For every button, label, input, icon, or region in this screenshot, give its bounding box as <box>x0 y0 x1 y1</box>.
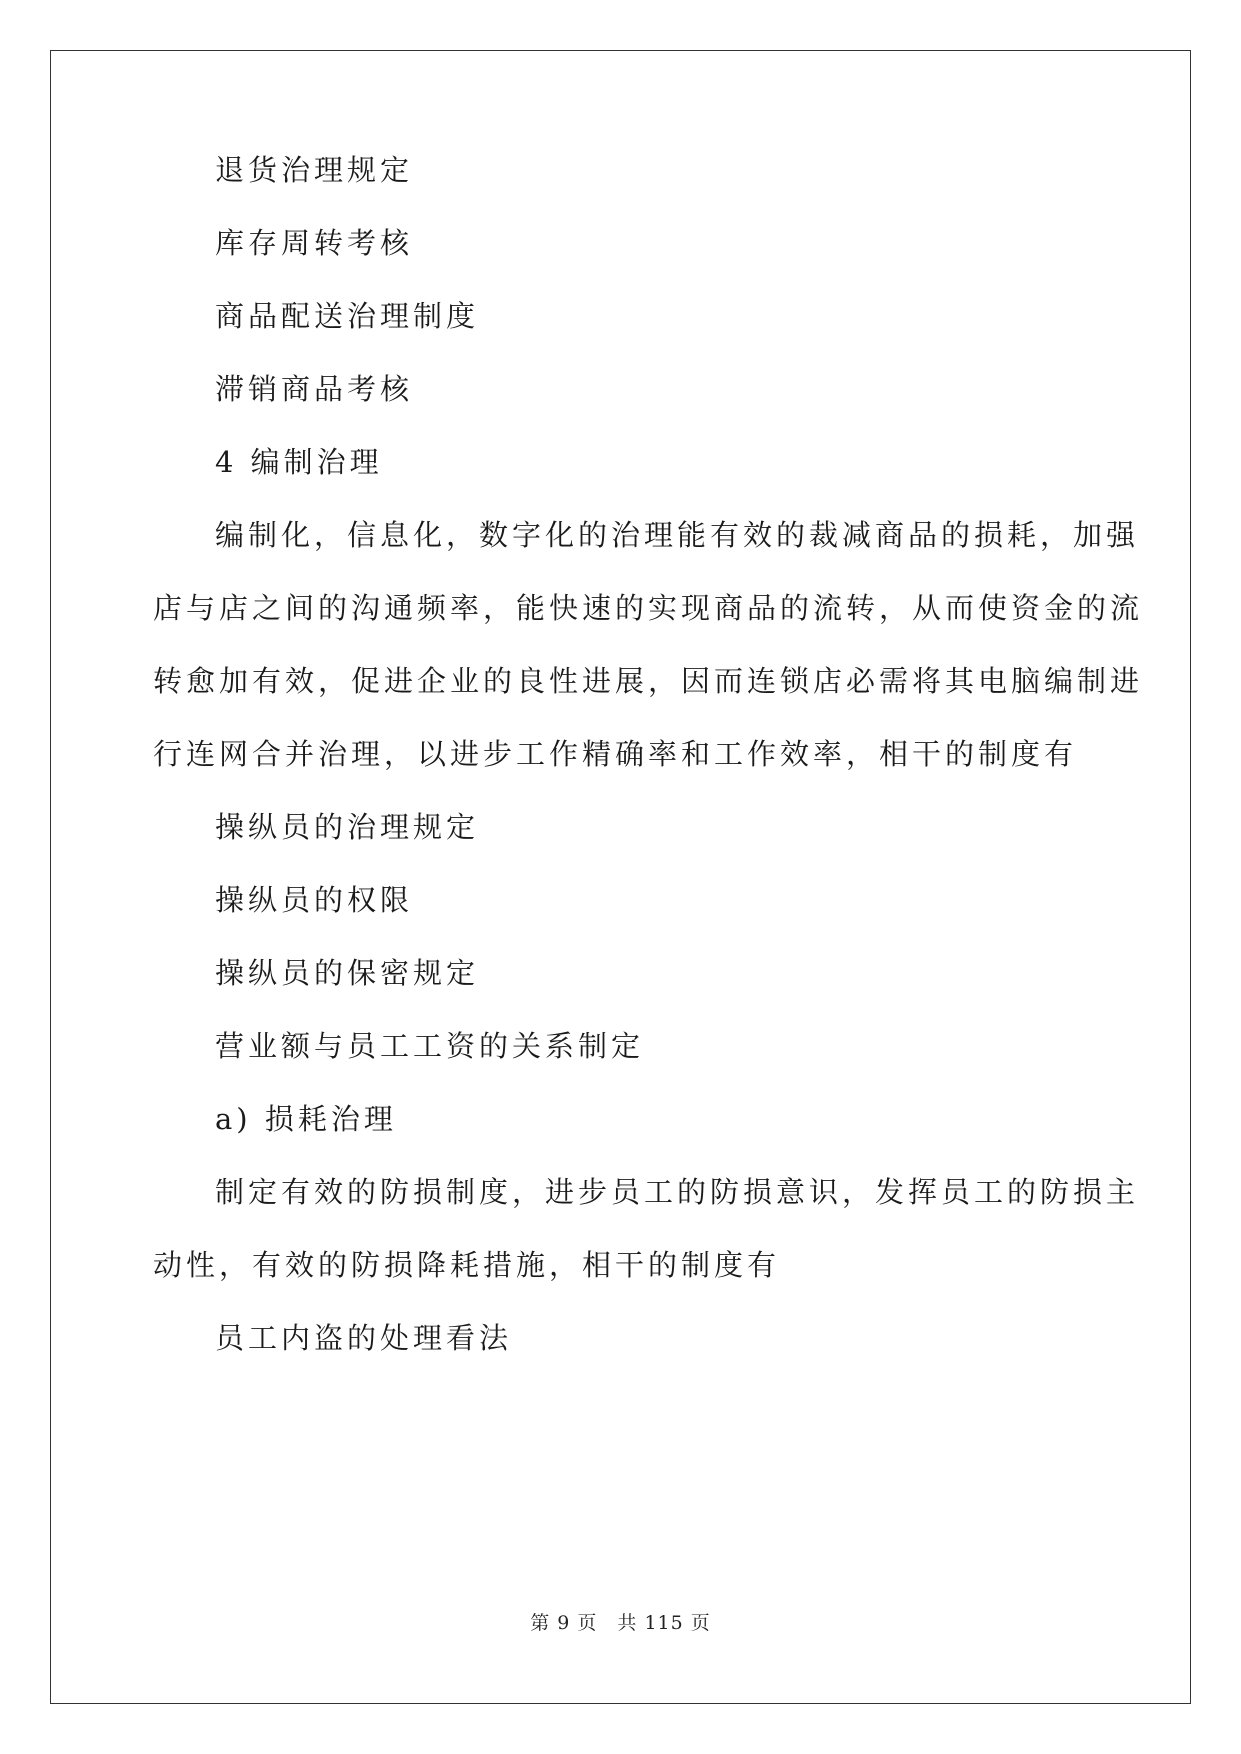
page-footer <box>0 1608 1241 1635</box>
paragraph-staffing-body-line: 转愈加有效，促进企业的良性进展，因而连锁店必需将其电脑编制进 <box>153 664 1144 698</box>
paragraph-inventory-turnover: 库存周转考核 <box>215 226 414 260</box>
paragraph-internal-theft: 员工内盗的处理看法 <box>215 1321 513 1355</box>
paragraph-operator-confidentiality: 操纵员的保密规定 <box>215 956 480 990</box>
paragraph-loss-body-line: 动性，有效的防损降耗措施，相干的制度有 <box>153 1248 781 1282</box>
paragraph-staffing-body-line: 店与店之间的沟通频率，能快速的实现商品的流转，从而使资金的流 <box>153 591 1144 625</box>
paragraph-staffing-body-line: 行连网合并治理，以进步工作精确率和工作效率，相干的制度有 <box>153 737 1078 771</box>
paragraph-loss-body-line: 制定有效的防损制度，进步员工的防损意识，发挥员工的防损主 <box>215 1175 1140 1209</box>
paragraph-operator-permissions: 操纵员的权限 <box>215 883 414 917</box>
paragraph-slow-moving-goods: 滞销商品考核 <box>215 372 414 406</box>
section-heading-loss-management: a) 损耗治理 <box>215 1102 397 1136</box>
current-page-number: 第 9 页 <box>530 1612 598 1634</box>
section-heading-staffing: 4 编制治理 <box>215 445 383 479</box>
paragraph-operator-rules: 操纵员的治理规定 <box>215 810 480 844</box>
paragraph-return-rules: 退货治理规定 <box>215 153 414 187</box>
paragraph-revenue-wage-relation: 营业额与员工工资的关系制定 <box>215 1029 645 1063</box>
paragraph-delivery-rules: 商品配送治理制度 <box>215 299 480 333</box>
paragraph-staffing-body-line: 编制化，信息化，数字化的治理能有效的裁减商品的损耗，加强 <box>215 518 1140 552</box>
total-page-count: 共 115 页 <box>617 1612 711 1634</box>
